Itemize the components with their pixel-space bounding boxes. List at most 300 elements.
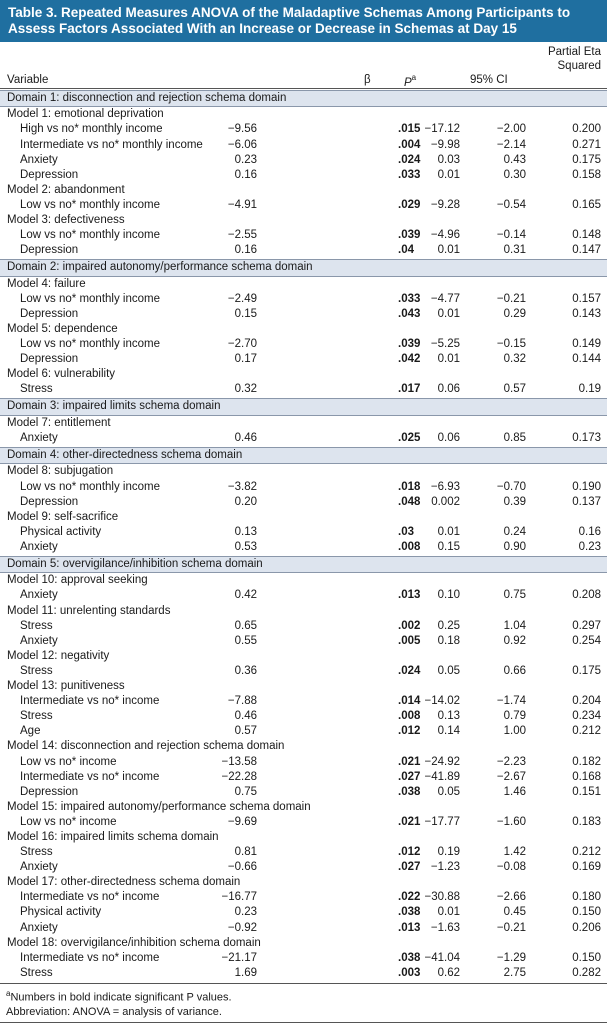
model-row bbox=[0, 107, 607, 122]
beta-cell: −4.91 bbox=[227, 198, 257, 211]
partial-eta-cell: 0.157 bbox=[572, 292, 601, 305]
beta-cell: 0.36 bbox=[234, 664, 257, 677]
ci-upper-cell: 0.57 bbox=[503, 383, 526, 396]
ci-lower-cell: −24.92 bbox=[424, 755, 460, 768]
table-row bbox=[0, 198, 607, 213]
beta-cell: −3.82 bbox=[227, 480, 257, 493]
beta-cell: 1.69 bbox=[234, 966, 257, 979]
table-body bbox=[0, 90, 607, 981]
beta-cell: 0.75 bbox=[234, 785, 257, 798]
partial-eta-cell: 0.234 bbox=[572, 710, 601, 723]
beta-cell: 0.15 bbox=[234, 307, 257, 320]
variable-cell: Age bbox=[20, 725, 41, 738]
beta-cell: −2.49 bbox=[227, 292, 257, 305]
beta-cell: 0.81 bbox=[234, 846, 257, 859]
ci-upper-cell: −0.21 bbox=[496, 921, 526, 934]
partial-eta-cell: 0.297 bbox=[572, 619, 601, 632]
model-label: Model 16: impaired limits schema domain bbox=[7, 830, 219, 843]
table-row bbox=[0, 540, 607, 555]
variable-cell: Low vs no* monthly income bbox=[20, 292, 160, 305]
ci-lower-cell: 0.05 bbox=[437, 664, 460, 677]
model-label: Model 12: negativity bbox=[7, 649, 110, 662]
partial-eta-cell: 0.137 bbox=[572, 495, 601, 508]
model-label: Model 17: other-directedness schema domain bbox=[7, 876, 241, 889]
ci-lower-cell: −41.89 bbox=[424, 770, 460, 783]
partial-eta-cell: 0.23 bbox=[578, 540, 601, 553]
ci-lower-cell: 0.01 bbox=[437, 307, 460, 320]
ci-upper-cell: −0.08 bbox=[496, 861, 526, 874]
p-value-cell: .008 bbox=[398, 540, 421, 553]
p-value-cell: .039 bbox=[398, 338, 421, 351]
ci-upper-cell: −1.74 bbox=[496, 695, 526, 708]
partial-eta-cell: 0.169 bbox=[572, 861, 601, 874]
variable-cell: Depression bbox=[20, 353, 79, 366]
p-value-cell: .043 bbox=[398, 307, 421, 320]
variable-cell: Physical activity bbox=[20, 525, 102, 538]
variable-cell: Intermediate vs no* income bbox=[20, 770, 160, 783]
variable-cell: Low vs no* monthly income bbox=[20, 229, 160, 242]
ci-upper-cell: 0.90 bbox=[503, 540, 526, 553]
variable-cell: Stress bbox=[20, 664, 53, 677]
table-title bbox=[0, 0, 607, 42]
model-label: Model 9: self-sacrifice bbox=[7, 510, 119, 523]
model-label: Model 6: vulnerability bbox=[7, 368, 116, 381]
variable-cell: Anxiety bbox=[20, 589, 58, 602]
ci-upper-cell: −1.29 bbox=[496, 951, 526, 964]
model-row bbox=[0, 277, 607, 292]
table-row bbox=[0, 337, 607, 352]
variable-cell: Depression bbox=[20, 244, 79, 257]
partial-eta-cell: 0.150 bbox=[572, 906, 601, 919]
ci-upper-cell: 0.32 bbox=[503, 353, 526, 366]
model-row bbox=[0, 367, 607, 382]
model-row bbox=[0, 679, 607, 694]
beta-cell: 0.17 bbox=[234, 353, 257, 366]
variable-cell: Anxiety bbox=[20, 431, 58, 444]
ci-lower-cell: 0.14 bbox=[437, 725, 460, 738]
ci-upper-cell: −0.15 bbox=[496, 338, 526, 351]
p-value-cell: .014 bbox=[398, 695, 421, 708]
table-footnotes bbox=[0, 983, 607, 1019]
partial-eta-cell: 0.144 bbox=[572, 353, 601, 366]
ci-lower-cell: 0.01 bbox=[437, 353, 460, 366]
variable-cell: Intermediate vs no* monthly income bbox=[20, 138, 203, 151]
model-label: Model 3: defectiveness bbox=[7, 214, 125, 227]
table-row bbox=[0, 921, 607, 936]
ci-lower-cell: −9.28 bbox=[430, 198, 460, 211]
variable-cell: Anxiety bbox=[20, 861, 58, 874]
ci-upper-cell: −2.66 bbox=[496, 891, 526, 904]
ci-lower-cell: −5.25 bbox=[430, 338, 460, 351]
table-row bbox=[0, 588, 607, 603]
model-row bbox=[0, 322, 607, 337]
beta-cell: 0.20 bbox=[234, 495, 257, 508]
ci-lower-cell: −14.02 bbox=[424, 695, 460, 708]
p-value-cell: .015 bbox=[398, 123, 421, 136]
p-value-cell: .002 bbox=[398, 619, 421, 632]
ci-upper-cell: 1.42 bbox=[503, 846, 526, 859]
table-row bbox=[0, 694, 607, 709]
partial-eta-cell: 0.151 bbox=[572, 785, 601, 798]
p-value-cell: .048 bbox=[398, 495, 421, 508]
model-label: Model 5: dependence bbox=[7, 323, 118, 335]
ci-upper-cell: 0.45 bbox=[503, 906, 526, 919]
ci-upper-cell: 0.29 bbox=[503, 307, 526, 320]
partial-eta-cell: 0.165 bbox=[572, 198, 601, 211]
p-value-cell: .04 bbox=[398, 244, 414, 257]
table-row bbox=[0, 292, 607, 307]
table-title-line-2: Assess Factors Associated With an Increase or Decrease in Schemas at Day 15 bbox=[8, 21, 517, 36]
variable-cell: High vs no* monthly income bbox=[20, 123, 163, 136]
variable-cell: Depression bbox=[20, 168, 79, 181]
partial-eta-cell: 0.180 bbox=[572, 891, 601, 904]
table-row bbox=[0, 382, 607, 397]
table-row bbox=[0, 664, 607, 679]
ci-lower-cell: −4.96 bbox=[430, 229, 460, 242]
table-row bbox=[0, 785, 607, 800]
partial-eta-cell: 0.150 bbox=[572, 951, 601, 964]
domain-row: Domain 1: disconnection and rejection schema domain bbox=[0, 90, 607, 107]
ci-upper-cell: −2.14 bbox=[496, 138, 526, 151]
ci-lower-cell: 0.62 bbox=[437, 966, 460, 979]
ci-lower-cell: 0.06 bbox=[437, 383, 460, 396]
ci-upper-cell: 1.04 bbox=[503, 619, 526, 632]
header-p-sup: a bbox=[411, 73, 417, 82]
partial-eta-cell: 0.173 bbox=[572, 431, 601, 444]
footnote-a bbox=[6, 987, 601, 1005]
table-row bbox=[0, 724, 607, 739]
ci-lower-cell: 0.01 bbox=[437, 244, 460, 257]
model-row bbox=[0, 213, 607, 228]
ci-upper-cell: 0.85 bbox=[503, 431, 526, 444]
ci-lower-cell: −30.88 bbox=[424, 891, 460, 904]
ci-lower-cell: −1.63 bbox=[430, 921, 460, 934]
footnote-abbreviation: Abbreviation: ANOVA = analysis of variance. bbox=[6, 1005, 222, 1018]
partial-eta-cell: 0.182 bbox=[572, 755, 601, 768]
domain-row: Domain 5: overvigilance/inhibition schema domain bbox=[0, 556, 607, 573]
beta-cell: −13.58 bbox=[221, 755, 257, 768]
variable-cell: Stress bbox=[20, 619, 53, 632]
partial-eta-cell: 0.16 bbox=[578, 525, 601, 538]
ci-lower-cell: −17.12 bbox=[424, 123, 460, 136]
p-value-cell: .029 bbox=[398, 198, 421, 211]
p-value-cell: .017 bbox=[398, 383, 421, 396]
model-row bbox=[0, 604, 607, 619]
p-value-cell: .033 bbox=[398, 168, 421, 181]
partial-eta-cell: 0.19 bbox=[578, 383, 601, 396]
model-label: Model 10: approval seeking bbox=[7, 574, 148, 587]
table-row bbox=[0, 890, 607, 905]
p-value-cell: .022 bbox=[398, 891, 421, 904]
partial-eta-cell: 0.208 bbox=[572, 589, 601, 602]
partial-eta-cell: 0.254 bbox=[572, 634, 601, 647]
p-value-cell: .038 bbox=[398, 951, 421, 964]
model-row bbox=[0, 510, 607, 525]
variable-cell: Intermediate vs no* income bbox=[20, 695, 160, 708]
p-value-cell: .008 bbox=[398, 710, 421, 723]
table-row bbox=[0, 860, 607, 875]
model-label: Model 18: overvigilance/inhibition schema domain bbox=[7, 936, 261, 949]
partial-eta-cell: 0.175 bbox=[572, 153, 601, 166]
p-value-cell: .025 bbox=[398, 431, 421, 444]
variable-cell: Low vs no* monthly income bbox=[20, 338, 160, 351]
beta-cell: 0.16 bbox=[234, 244, 257, 257]
p-value-cell: .027 bbox=[398, 861, 421, 874]
model-row bbox=[0, 464, 607, 479]
model-label: Model 14: disconnection and rejection schema domain bbox=[7, 740, 285, 753]
variable-cell: Anxiety bbox=[20, 634, 58, 647]
beta-cell: 0.57 bbox=[234, 725, 257, 738]
ci-lower-cell: −17.77 bbox=[424, 815, 460, 828]
variable-cell: Depression bbox=[20, 785, 79, 798]
beta-cell: 0.23 bbox=[234, 906, 257, 919]
beta-cell: 0.42 bbox=[234, 589, 257, 602]
header-variable: Variable bbox=[7, 74, 49, 86]
beta-cell: −22.28 bbox=[221, 770, 257, 783]
ci-upper-cell: 0.43 bbox=[503, 153, 526, 166]
model-row bbox=[0, 573, 607, 588]
table-row bbox=[0, 905, 607, 920]
partial-eta-cell: 0.183 bbox=[572, 815, 601, 828]
table-row bbox=[0, 138, 607, 153]
table-row bbox=[0, 122, 607, 137]
table-row bbox=[0, 495, 607, 510]
table-title-line-1: Table 3. Repeated Measures ANOVA of the Maladaptive Schemas Among Participants to bbox=[8, 5, 571, 20]
table-row bbox=[0, 815, 607, 830]
footnote-a-text: Numbers in bold indicate significant P values. bbox=[10, 991, 232, 1004]
p-value-cell: .012 bbox=[398, 846, 421, 859]
beta-cell: −9.69 bbox=[227, 815, 257, 828]
model-row bbox=[0, 649, 607, 664]
beta-cell: −9.56 bbox=[227, 123, 257, 136]
domain-row: Domain 4: other-directedness schema domain bbox=[0, 447, 607, 464]
p-value-cell: .013 bbox=[398, 921, 421, 934]
ci-lower-cell: 0.18 bbox=[437, 634, 460, 647]
model-label: Model 2: abandonment bbox=[7, 183, 125, 196]
model-label: Model 11: unrelenting standards bbox=[7, 604, 171, 617]
header-eta-line-2: Squared bbox=[557, 60, 601, 72]
header-beta: β bbox=[364, 74, 371, 86]
p-value-cell: .018 bbox=[398, 480, 421, 493]
partial-eta-cell: 0.271 bbox=[572, 138, 601, 151]
ci-lower-cell: −9.98 bbox=[430, 138, 460, 151]
beta-cell: −0.92 bbox=[227, 921, 257, 934]
model-row bbox=[0, 875, 607, 890]
partial-eta-cell: 0.143 bbox=[572, 307, 601, 320]
variable-cell: Low vs no* income bbox=[20, 815, 117, 828]
ci-upper-cell: 0.92 bbox=[503, 634, 526, 647]
table-row bbox=[0, 525, 607, 540]
table-row bbox=[0, 845, 607, 860]
table-row bbox=[0, 352, 607, 367]
ci-upper-cell: 0.39 bbox=[503, 495, 526, 508]
beta-cell: 0.23 bbox=[234, 153, 257, 166]
table-row bbox=[0, 153, 607, 168]
p-value-cell: .038 bbox=[398, 785, 421, 798]
ci-upper-cell: 1.46 bbox=[503, 785, 526, 798]
variable-cell: Low vs no* monthly income bbox=[20, 198, 160, 211]
table-row bbox=[0, 966, 607, 981]
beta-cell: 0.53 bbox=[234, 540, 257, 553]
beta-cell: −2.70 bbox=[227, 338, 257, 351]
table-row bbox=[0, 168, 607, 183]
beta-cell: 0.55 bbox=[234, 634, 257, 647]
variable-cell: Anxiety bbox=[20, 540, 58, 553]
ci-upper-cell: 0.75 bbox=[503, 589, 526, 602]
model-row bbox=[0, 936, 607, 951]
ci-lower-cell: 0.002 bbox=[431, 495, 460, 508]
table-row bbox=[0, 243, 607, 258]
ci-lower-cell: 0.15 bbox=[437, 540, 460, 553]
partial-eta-cell: 0.147 bbox=[572, 244, 601, 257]
ci-upper-cell: 0.24 bbox=[503, 525, 526, 538]
p-value-cell: .013 bbox=[398, 589, 421, 602]
ci-lower-cell: 0.10 bbox=[437, 589, 460, 602]
domain-row: Domain 3: impaired limits schema domain bbox=[0, 398, 607, 415]
variable-cell: Stress bbox=[20, 846, 53, 859]
ci-lower-cell: 0.05 bbox=[437, 785, 460, 798]
variable-cell: Intermediate vs no* income bbox=[20, 891, 160, 904]
header-ci: 95% CI bbox=[470, 74, 508, 86]
model-row bbox=[0, 800, 607, 815]
p-value-cell: .027 bbox=[398, 770, 421, 783]
beta-cell: −2.55 bbox=[227, 229, 257, 242]
partial-eta-cell: 0.158 bbox=[572, 168, 601, 181]
beta-cell: 0.65 bbox=[234, 619, 257, 632]
variable-cell: Stress bbox=[20, 966, 53, 979]
partial-eta-cell: 0.212 bbox=[572, 725, 601, 738]
variable-cell: Anxiety bbox=[20, 921, 58, 934]
ci-upper-cell: −0.54 bbox=[496, 198, 526, 211]
beta-cell: 0.16 bbox=[234, 168, 257, 181]
footnote-a-marker: a bbox=[6, 988, 11, 998]
variable-cell: Depression bbox=[20, 495, 79, 508]
partial-eta-cell: 0.149 bbox=[572, 338, 601, 351]
ci-lower-cell: 0.13 bbox=[437, 710, 460, 723]
ci-lower-cell: 0.03 bbox=[437, 153, 460, 166]
model-label: Model 8: subjugation bbox=[7, 465, 114, 478]
ci-upper-cell: −1.60 bbox=[496, 815, 526, 828]
header-p-letter: P bbox=[404, 76, 412, 89]
ci-lower-cell: −6.93 bbox=[430, 480, 460, 493]
p-value-cell: .003 bbox=[398, 966, 421, 979]
beta-cell: −6.06 bbox=[227, 138, 257, 151]
model-row bbox=[0, 830, 607, 845]
p-value-cell: .021 bbox=[398, 755, 421, 768]
ci-lower-cell: 0.19 bbox=[437, 846, 460, 859]
ci-lower-cell: −4.77 bbox=[430, 292, 460, 305]
partial-eta-cell: 0.190 bbox=[572, 480, 601, 493]
ci-upper-cell: −2.00 bbox=[496, 123, 526, 136]
model-label: Model 7: entitlement bbox=[7, 416, 111, 429]
variable-cell: Low vs no* income bbox=[20, 755, 117, 768]
p-value-cell: .033 bbox=[398, 292, 421, 305]
beta-cell: 0.46 bbox=[234, 431, 257, 444]
table-row bbox=[0, 480, 607, 495]
model-label: Model 15: impaired autonomy/performance schema domain bbox=[7, 800, 311, 813]
partial-eta-cell: 0.204 bbox=[572, 695, 601, 708]
ci-upper-cell: −0.21 bbox=[496, 292, 526, 305]
table-row bbox=[0, 755, 607, 770]
partial-eta-cell: 0.148 bbox=[572, 229, 601, 242]
ci-upper-cell: −0.14 bbox=[496, 229, 526, 242]
model-row bbox=[0, 183, 607, 198]
partial-eta-cell: 0.206 bbox=[572, 921, 601, 934]
p-value-cell: .042 bbox=[398, 353, 421, 366]
variable-cell: Depression bbox=[20, 307, 79, 320]
p-value-cell: .024 bbox=[398, 153, 421, 166]
model-label: Model 13: punitiveness bbox=[7, 680, 125, 693]
p-value-cell: .005 bbox=[398, 634, 421, 647]
bottom-rule bbox=[0, 1022, 607, 1023]
beta-cell: 0.13 bbox=[234, 525, 257, 538]
beta-cell: −7.88 bbox=[227, 695, 257, 708]
beta-cell: 0.46 bbox=[234, 710, 257, 723]
p-value-cell: .021 bbox=[398, 815, 421, 828]
table-row bbox=[0, 634, 607, 649]
partial-eta-cell: 0.175 bbox=[572, 664, 601, 677]
ci-lower-cell: 0.01 bbox=[437, 906, 460, 919]
model-label: Model 4: failure bbox=[7, 277, 86, 290]
beta-cell: −16.77 bbox=[221, 891, 257, 904]
partial-eta-cell: 0.212 bbox=[572, 846, 601, 859]
partial-eta-cell: 0.168 bbox=[572, 770, 601, 783]
p-value-cell: .03 bbox=[398, 525, 414, 538]
ci-lower-cell: −1.23 bbox=[430, 861, 460, 874]
variable-cell: Low vs no* monthly income bbox=[20, 480, 160, 493]
header-eta-line-1: Partial Eta bbox=[547, 46, 601, 58]
domain-row: Domain 2: impaired autonomy/performance schema domain bbox=[0, 259, 607, 276]
beta-cell: −0.66 bbox=[227, 861, 257, 874]
ci-lower-cell: 0.06 bbox=[437, 431, 460, 444]
table-row bbox=[0, 619, 607, 634]
ci-upper-cell: 2.75 bbox=[503, 966, 526, 979]
table-row bbox=[0, 709, 607, 724]
partial-eta-cell: 0.200 bbox=[572, 123, 601, 136]
ci-lower-cell: 0.01 bbox=[437, 525, 460, 538]
ci-upper-cell: −2.23 bbox=[496, 755, 526, 768]
header-p bbox=[404, 74, 416, 89]
model-row bbox=[0, 739, 607, 754]
partial-eta-cell: 0.282 bbox=[572, 966, 601, 979]
variable-cell: Intermediate vs no* income bbox=[20, 951, 160, 964]
table-row bbox=[0, 228, 607, 243]
variable-cell: Stress bbox=[20, 710, 53, 723]
table-row bbox=[0, 770, 607, 785]
ci-lower-cell: 0.01 bbox=[437, 168, 460, 181]
table-row bbox=[0, 951, 607, 966]
p-value-cell: .039 bbox=[398, 229, 421, 242]
table-row bbox=[0, 307, 607, 322]
model-row bbox=[0, 416, 607, 431]
table-header bbox=[0, 42, 607, 89]
ci-upper-cell: 1.00 bbox=[503, 725, 526, 738]
ci-upper-cell: 0.79 bbox=[503, 710, 526, 723]
beta-cell: −21.17 bbox=[221, 951, 257, 964]
ci-upper-cell: −0.70 bbox=[496, 480, 526, 493]
ci-upper-cell: 0.30 bbox=[503, 168, 526, 181]
p-value-cell: .012 bbox=[398, 725, 421, 738]
ci-upper-cell: 0.31 bbox=[503, 244, 526, 257]
p-value-cell: .004 bbox=[398, 138, 421, 151]
variable-cell: Anxiety bbox=[20, 153, 58, 166]
table-row bbox=[0, 431, 607, 446]
p-value-cell: .038 bbox=[398, 906, 421, 919]
beta-cell: 0.32 bbox=[234, 383, 257, 396]
model-label: Model 1: emotional deprivation bbox=[7, 108, 164, 121]
ci-upper-cell: 0.66 bbox=[503, 664, 526, 677]
ci-upper-cell: −2.67 bbox=[496, 770, 526, 783]
